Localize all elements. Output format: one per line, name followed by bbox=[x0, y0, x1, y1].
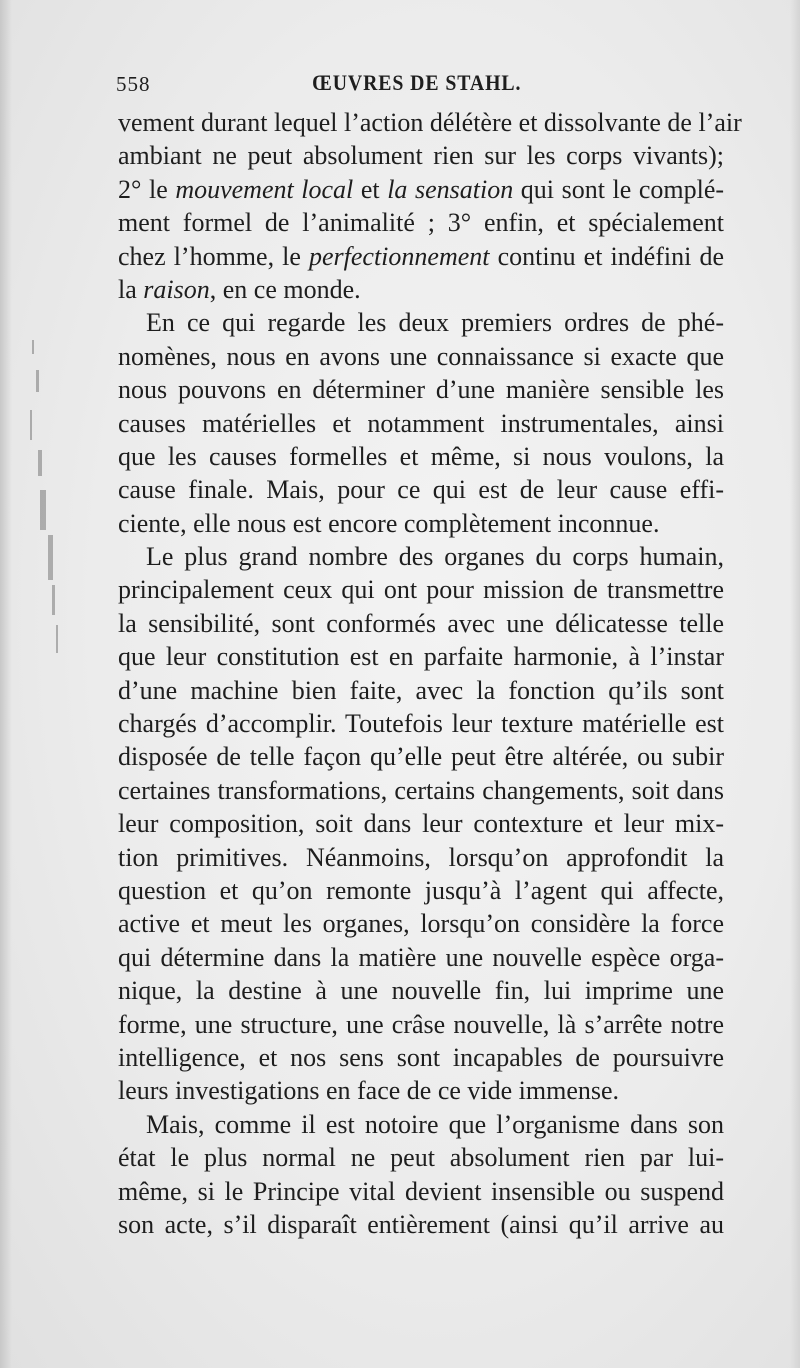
page-header bbox=[116, 66, 726, 102]
text-line: disposée de telle façon qu’elle peut être altérée, ou subir bbox=[118, 742, 724, 772]
text-line: principalement ceux qui ont pour mission de transmettre bbox=[118, 575, 724, 605]
text-line: la sensibilité, sont conformés avec une délicatesse telle bbox=[118, 608, 724, 638]
text-segment: qui sont le complé- bbox=[513, 174, 725, 204]
text-line: En ce qui regarde les deux premiers ordres de phé- bbox=[146, 308, 724, 338]
text-line: son acte, s’il disparaît entièrement (ainsi qu’il arrive au bbox=[118, 1209, 724, 1239]
text-line: tion primitives. Néanmoins, lorsqu’on approfondit la bbox=[118, 842, 724, 872]
text-line: chargés d’accomplir. Toutefois leur texture matérielle est bbox=[118, 709, 724, 739]
text-line: question et qu’on remonte jusqu’à l’agent qui affecte, bbox=[118, 875, 724, 905]
text-line bbox=[118, 173, 724, 206]
margin-ink-smudge bbox=[18, 330, 68, 670]
text-line bbox=[118, 240, 724, 273]
text-segment: chez l’homme, le bbox=[118, 241, 309, 271]
text-line: nique, la destine à une nouvelle fin, lui imprime une bbox=[118, 976, 724, 1006]
text-line: Mais, comme il est notoire que l’organisme dans son bbox=[146, 1109, 724, 1139]
page-number: 558 bbox=[116, 72, 151, 96]
text-line: d’une machine bien faite, avec la fonction qu’ils sont bbox=[118, 675, 724, 705]
text-line: intelligence, et nos sens sont incapables de poursuivre bbox=[118, 1042, 724, 1072]
text-line: que les causes formelles et même, si nous voulons, la bbox=[118, 441, 724, 471]
text-line: leurs investigations en face de ce vide immense. bbox=[118, 1076, 620, 1106]
text-line: qui détermine dans la matière une nouvelle espèce orga- bbox=[118, 942, 724, 972]
text-segment: , en ce monde. bbox=[209, 274, 361, 304]
text-line bbox=[118, 273, 724, 306]
italic-text: raison bbox=[143, 274, 210, 304]
text-line: ambiant ne peut absolument rien sur les corps vivants); bbox=[118, 141, 724, 171]
text-line: même, si le Principe vital devient insensible ou suspend bbox=[118, 1176, 724, 1206]
running-head: ŒUVRES DE STAHL. bbox=[312, 70, 522, 95]
text-line: forme, une structure, une crâse nouvelle, là s’arrête notre bbox=[118, 1009, 724, 1039]
text-line: nous pouvons en déterminer d’une manière sensible les bbox=[118, 375, 724, 405]
text-line: que leur constitution est en parfaite harmonie, à l’instar bbox=[118, 642, 724, 672]
text-line: ment formel de l’animalité ; 3° enfin, et spécialement bbox=[118, 208, 724, 238]
text-line: leur composition, soit dans leur contexture et leur mix- bbox=[118, 809, 724, 839]
text-segment: la bbox=[118, 274, 144, 304]
text-line: Le plus grand nombre des organes du corps humain, bbox=[146, 542, 724, 572]
text-line: cause finale. Mais, pour ce qui est de leur cause effi- bbox=[118, 475, 724, 505]
text-line: nomènes, nous en avons une connaissance si exacte que bbox=[118, 341, 724, 371]
text-line: causes matérielles et notamment instrumentales, ainsi bbox=[118, 408, 724, 438]
text-line: certaines transformations, certains changements, soit dans bbox=[118, 775, 724, 805]
page-right-edge-shadow bbox=[790, 0, 800, 1368]
text-segment: 2° le bbox=[118, 174, 176, 204]
text-line: vement durant lequel l’action délétère et dissolvante de l’air bbox=[118, 108, 742, 137]
italic-text: mouvement local bbox=[175, 174, 354, 204]
text-segment: et bbox=[353, 174, 388, 204]
body-text bbox=[118, 106, 742, 1241]
text-segment: continu et indéfini de bbox=[489, 241, 724, 271]
text-line: active et meut les organes, lorsqu’on considère la force bbox=[118, 909, 724, 939]
italic-text: la sensation bbox=[387, 174, 514, 204]
page-left-edge-shadow bbox=[0, 0, 12, 1368]
italic-text: perfectionnement bbox=[309, 241, 490, 271]
text-line: état le plus normal ne peut absolument rien par lui- bbox=[118, 1143, 724, 1173]
text-line: ciente, elle nous est encore complètement inconnue. bbox=[118, 508, 660, 538]
